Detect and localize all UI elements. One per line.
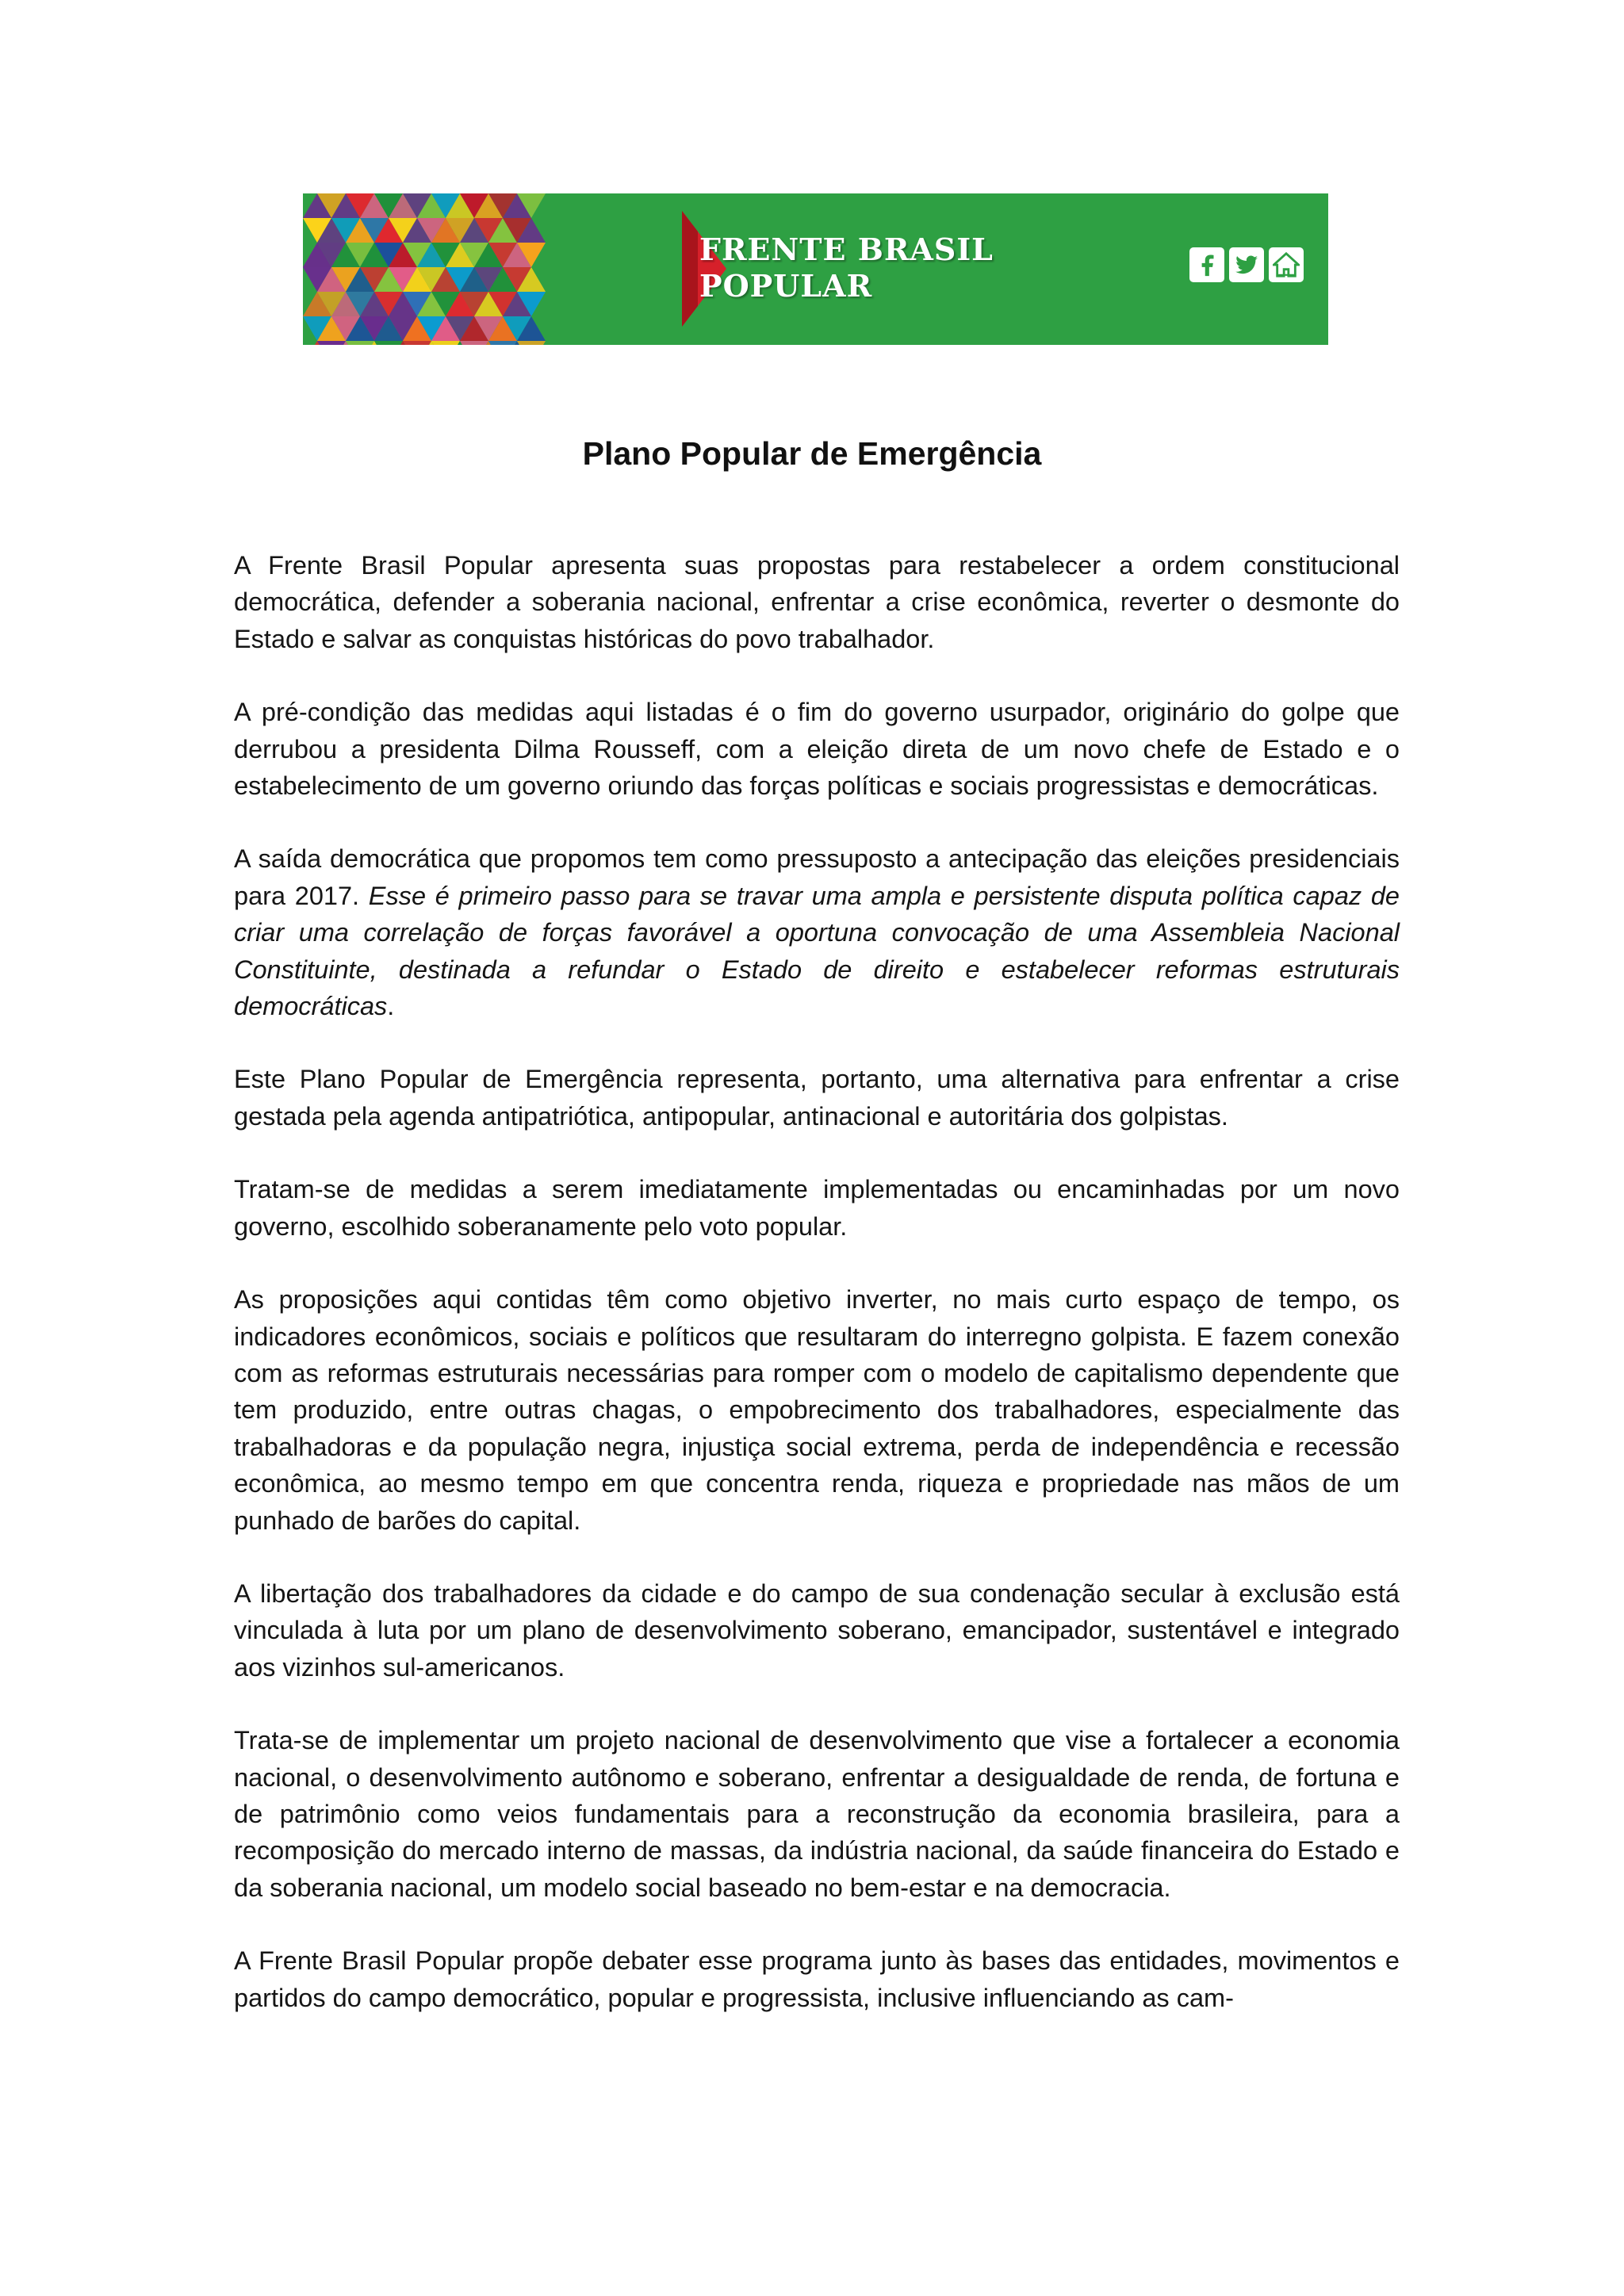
mosaic-triangle [374,341,403,345]
paragraph-plain-text: A saída democrática que propomos tem como pressuposto a antecipação das eleições presidenciais para 2017. [234,844,1400,910]
frente-brasil-popular-banner [303,193,1328,345]
document-title: Plano Popular de Emergência [582,435,1042,472]
twitter-icon[interactable] [1229,247,1264,282]
triangle-mosaic-graphic [303,193,676,345]
banner-title-line1: FRENTE BRASIL [699,232,994,267]
mosaic-triangle [346,341,374,345]
paragraph: A libertação dos trabalhadores da cidade e do campo de sua condenação secular à exclusão está vinculada à luta por um plano de desenvolvimento soberano, emancipador, sustentável e integrado aos vizinhos sul-americanos. [234,1578,1400,1682]
mosaic-triangle [431,341,460,345]
paragraph: As proposições aqui contidas têm como objetivo inverter, no mais curto espaço de tempo, os indicadores econômicos, sociais e políticos que resultaram do interregno golpista. E fazem conexão com as reformas estruturais necessárias para romper com o modelo de capitalismo dependente que tem produzido, entre outras chagas, o empobrecimento dos trabalhadores, especialmente das trabalhadoras e da população negra, injustiça social extrema, perda de independência e recessão econômica, ao mesmo tempo em que concentra renda, riqueza e propriedade nas mãos de um punhado de barões do capital. [234,1285,1400,1535]
banner-title-line2: POPULAR [699,268,873,304]
paragraph: Trata-se de implementar um projeto nacional de desenvolvimento que vise a fortalecer a economia nacional, o desenvolvimento autônomo e soberano, enfrentar a desigualdade de renda, de fortuna e de patrimônio como veios fundamentais para a reconstrução da economia brasileira, para a recomposição do mercado interno de massas, da indústria nacional, da saúde financeira do Estado e da soberania nacional, um modelo social baseado no bem-estar e na democracia. [234,1726,1400,1902]
paragraph-italic-text: Esse é primeiro passo para se travar uma ampla e persistente disputa política capaz de criar uma correlação de forças favorável a oportuna convocação de uma Assembleia Nacional Constituinte, destinada a refundar o Estado de direito e estabelecer reformas estruturais democráticas [234,881,1400,1021]
paragraph-mixed [234,840,1400,1024]
paragraph: A pré-condição das medidas aqui listadas é o fim do governo usurpador, originário do golpe que derrubou a presidenta Dilma Rousseff, com a eleição direta de um novo chefe de Estado e o estabelecimento de um governo oriundo das forças políticas e sociais progressistas e democráticas. [234,698,1400,801]
mosaic-triangle [460,341,488,345]
mosaic-triangle [317,341,346,345]
document-body [234,547,1400,2016]
home-icon[interactable] [1269,247,1304,282]
banner-logo-text [699,232,994,304]
social-icons [1189,247,1304,282]
mosaic-triangle [517,341,546,345]
paragraph: A Frente Brasil Popular apresenta suas propostas para restabelecer a ordem constitucional democrática, defender a soberania nacional, enfrentar a crise econômica, reverter o desmonte do Estado e salvar as conquistas históricas do povo trabalhador. [234,551,1400,653]
paragraph: A Frente Brasil Popular propõe debater esse programa junto às bases das entidades, movimentos e partidos do campo democrático, popular e progressista, inclusive influenciando as cam- [234,1946,1400,2012]
paragraph: Tratam-se de medidas a serem imediatamente implementadas ou encaminhadas por um novo governo, escolhido soberanamente pelo voto popular. [234,1175,1400,1241]
paragraph: Este Plano Popular de Emergência representa, portanto, uma alternativa para enfrentar a crise gestada pela agenda antipatriótica, antipopular, antinacional e autoritária dos golpistas. [234,1065,1400,1131]
paragraph-tail-text: . [387,992,395,1021]
mosaic-triangle [403,341,431,345]
mosaic-triangle [488,341,517,345]
facebook-icon[interactable] [1189,247,1224,282]
